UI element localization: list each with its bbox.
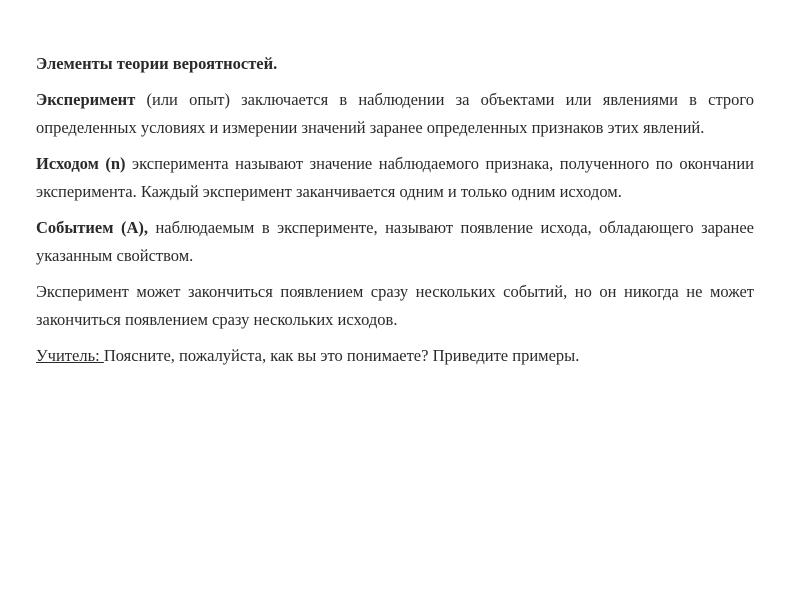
definition-event: наблюдаемым в эксперименте, называют появление исхода, обладающего заранее указанным свойством. (36, 218, 754, 265)
definition-outcome: эксперимента называют значение наблюдаемого признака, полученного по окончании эксперимента. Каждый эксперимент заканчивается одним и только одним исходом. (36, 154, 754, 201)
statement-multiple-events: Эксперимент может закончиться появлением сразу нескольких событий, но он никогда не может закончиться появлением сразу нескольких исходов. (36, 282, 754, 329)
paragraph-experiment (36, 86, 754, 142)
term-experiment: Эксперимент (36, 90, 136, 109)
teacher-label: Учитель: (36, 346, 104, 365)
term-outcome: Исходом (n) (36, 154, 126, 173)
paragraph-event (36, 214, 754, 270)
slide-title: Элементы теории вероятностей. (36, 54, 278, 73)
paragraph-outcome (36, 150, 754, 206)
paragraph-multiple-events (36, 278, 754, 334)
term-event: Событием (А), (36, 218, 148, 237)
definition-experiment: (или опыт) заключается в наблюдении за объектами или явлениями в строго определенных условиях и измерении значений заранее определенных признаков этих явлений. (36, 90, 754, 137)
teacher-question: Поясните, пожалуйста, как вы это понимаете? Приведите примеры. (103, 346, 580, 365)
paragraph-teacher-question (36, 342, 754, 370)
slide-content (36, 50, 754, 378)
